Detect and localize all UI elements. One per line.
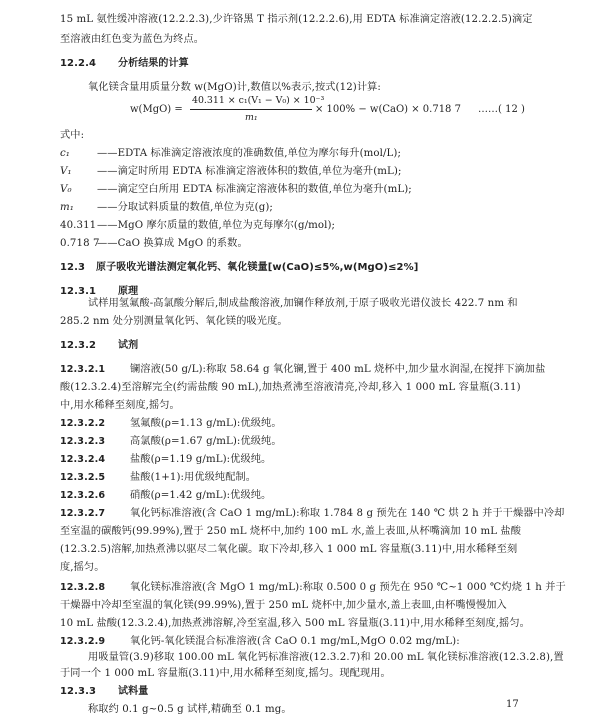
sample-mass-text: 称取约 0.1 g~0.5 g 试样,精确至 0.1 mg。 [88,704,292,715]
formula-rhs: × 100% − w(CaO) × 0.718 7 [315,104,461,115]
reagent-item [60,490,271,502]
section-12-2-4-heading [60,58,189,70]
reagent-text-line: 酸(12.3.2.4)至溶解完全(约需盐酸 90 mL),加热煮沸至溶液清亮,冷却,移入 1 000 mL 容量瓶(3.11) [60,382,521,393]
reagent-item [60,508,564,520]
intro-line-2: 至溶液由红色变为蓝色为终点。 [60,34,205,45]
reagent-text: 硝酸(ρ=1.42 g/mL):优级纯。 [130,490,272,501]
intro-line-1: 15 mL 氨性缓冲溶液(12.2.2.3),少许铬黑 T 指示剂(12.2.2.6),用 EDTA 标准滴定溶液(12.2.2.5)滴定 [60,14,533,25]
calc-intro-text: 氧化镁含量用质量分数 w(MgO)计,数值以%表示,按式(12)计算: [88,82,381,93]
definition-text: ——分取试料质量的数值,单位为克(g); [97,202,273,213]
section-number: 12.2.4 [60,58,97,69]
section-number: 12.3 [60,262,86,273]
reagent-number: 12.3.2.9 [60,636,106,647]
section-title: 试剂 [118,340,139,351]
definition-text: ——EDTA 标准滴定溶液浓度的准确数值,单位为摩尔每升(mol/L); [97,148,402,159]
definition-symbol: 40.311 [60,220,97,231]
section-title: 原子吸收光谱法测定氧化钙、氧化镁量[w(CaO)≤5%,w(MgO)≤2%] [96,262,419,273]
reagent-number: 12.3.2.1 [60,364,106,375]
definition-symbol: 0.718 7 [60,238,100,249]
formula-denominator: m₁ [245,112,258,123]
page-number: 17 [506,699,519,710]
section-title: 分析结果的计算 [118,58,189,69]
reagent-text-line: 度,摇匀。 [60,562,105,573]
reagent-text-line: 至室温的碳酸钙(99.99%),置于 250 mL 烧杯中,加约 100 mL 水,盖上表皿,从杯嘴滴加 10 mL 盐酸 [60,526,521,537]
section-12-3-heading [60,262,418,274]
section-12-3-3-heading [60,686,148,698]
reagent-item [60,636,460,648]
principle-line-2: 285.2 nm 处分别测量氧化钙、氧化镁的吸光度。 [60,316,288,327]
reagent-text-line: 于同一个 1 000 mL 容量瓶(3.11)中,用水稀释至刻度,摇匀。现配现用。 [60,668,391,679]
principle-line-1: 试样用氢氟酸-高氯酸分解后,制成盐酸溶液,加镧作释放剂,于原子吸收光谱仪波长 422.7 nm 和 [88,298,518,309]
reagent-number: 12.3.2.2 [60,418,106,429]
reagent-text: 镧溶液(50 g/L):称取 58.64 g 氧化镧,置于 400 mL 烧杯中,加少量水润湿,在搅拌下滴加盐 [130,364,546,375]
definition-symbol: c₁ [60,148,70,159]
reagent-number: 12.3.2.7 [60,508,106,519]
reagent-item [60,418,282,430]
formula-lhs: w(MgO) = [130,104,183,115]
definition-row [60,148,401,160]
section-title: 试料量 [118,686,149,697]
definition-text: ——滴定空白所用 EDTA 标准滴定溶液体积的数值,单位为毫升(mL); [97,184,412,195]
reagent-item [60,364,545,376]
reagent-item [60,582,566,594]
reagent-text: 氧化镁标准溶液(含 MgO 1 mg/mL):称取 0.500 0 g 预先在 950 ℃~1 000 ℃灼烧 1 h 并于 [130,582,566,593]
definition-text: ——MgO 摩尔质量的数值,单位为克每摩尔(g/mol); [97,220,336,231]
formula-12 [130,92,570,132]
section-12-3-1-heading [60,286,138,298]
reagent-text: 盐酸(ρ=1.19 g/mL):优级纯。 [130,454,272,465]
definition-text: ——CaO 换算成 MgO 的系数。 [97,238,248,249]
section-12-3-2-heading [60,340,138,352]
reagent-text: 氧化钙标准溶液(含 CaO 1 mg/mL):称取 1.784 8 g 预先在 140 ℃ 烘 2 h 并于干燥器中冷却 [130,508,565,519]
formula-numerator: 40.311 × c₁(V₁ − V₀) × 10⁻³ [192,95,325,106]
definition-symbol: V₀ [60,184,72,195]
reagent-text-line: 干燥器中冷却至室温的氧化镁(99.99%),置于 250 mL 烧杯中,加少量水,盖上表皿,由杯嘴慢慢加入 [60,600,507,611]
reagent-text-line: 中,用水稀释至刻度,摇匀。 [60,400,180,411]
reagent-number: 12.3.2.5 [60,472,106,483]
reagent-item [60,454,271,466]
reagent-text: 氢氟酸(ρ=1.13 g/mL):优级纯。 [130,418,282,429]
reagent-item [60,436,282,448]
section-number: 12.3.1 [60,286,97,297]
reagent-number: 12.3.2.3 [60,436,106,447]
reagent-item [60,472,256,484]
reagent-number: 12.3.2.4 [60,454,106,465]
definition-row [60,238,248,250]
definition-row [60,202,273,214]
definition-row [60,220,335,232]
reagent-number: 12.3.2.6 [60,490,106,501]
reagent-text: 盐酸(1+1):用优级纯配制。 [130,472,257,483]
fraction-bar [190,109,312,110]
definition-row [60,184,412,196]
section-number: 12.3.3 [60,686,97,697]
definition-symbol: m₁ [60,202,74,213]
reagent-number: 12.3.2.8 [60,582,106,593]
reagent-text: 高氯酸(ρ=1.67 g/mL):优级纯。 [130,436,282,447]
equation-number: ……( 12 ) [478,104,525,115]
section-number: 12.3.2 [60,340,97,351]
reagent-text: 氧化钙-氧化镁混合标准溶液(含 CaO 0.1 mg/mL,MgO 0.02 mg/mL): [130,636,460,647]
where-label: 式中: [60,130,85,141]
definition-text: ——滴定时所用 EDTA 标准滴定溶液体积的数值,单位为毫升(mL); [97,166,402,177]
reagent-text-line: 10 mL 盐酸(12.3.2.4),加热煮沸溶解,冷至室温,移入 500 mL 容量瓶(3.11)中,用水稀释至刻度,摇匀。 [60,618,530,629]
definition-row [60,166,402,178]
reagent-text-line: (12.3.2.5)溶解,加热煮沸以驱尽二氧化碳。取下冷却,移入 1 000 mL 容量瓶(3.11)中,用水稀释至刻 [60,544,518,555]
reagent-text-line: 用吸量管(3.9)移取 100.00 mL 氧化钙标准溶液(12.3.2.7)和 20.00 mL 氧化镁标准溶液(12.3.2.8),置 [88,652,564,663]
definition-symbol: V₁ [60,166,72,177]
section-title: 原理 [118,286,139,297]
